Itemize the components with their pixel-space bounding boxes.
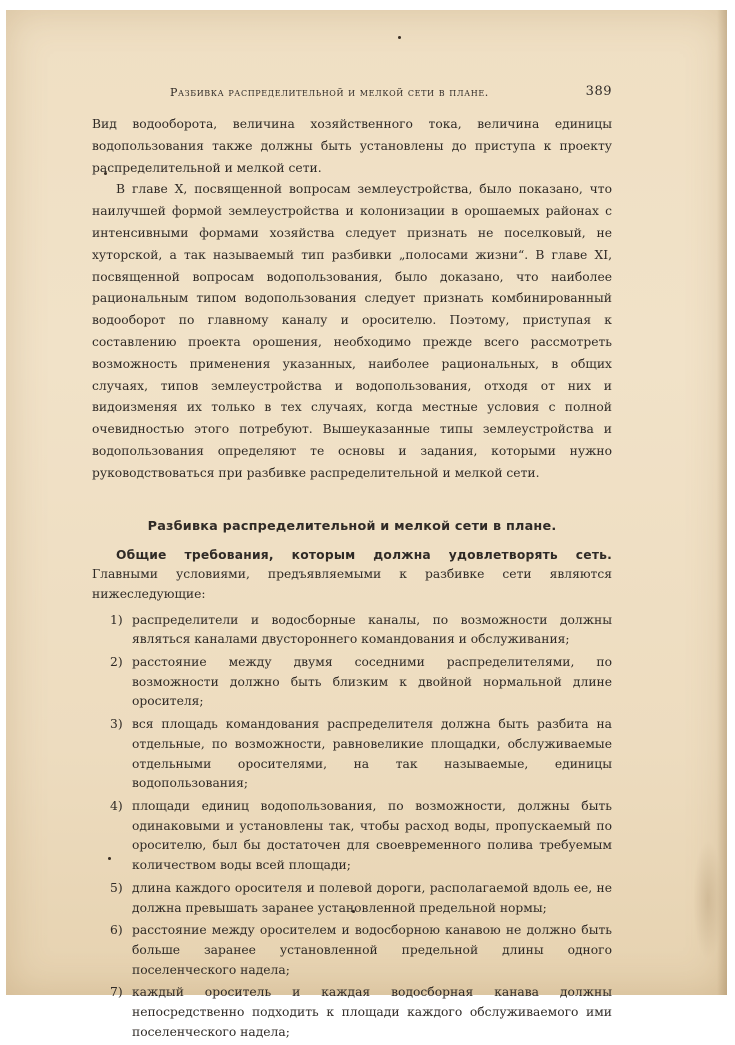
list-item-text: каждый ороситель и каждая водосборная канава должны непосредственно подходить к площади каждого обслуживаемого ими поселенческого надела;: [132, 985, 612, 1039]
list-item: [92, 921, 612, 980]
list-item: [92, 653, 612, 712]
list-item: [92, 611, 612, 650]
ink-speck: [398, 36, 401, 39]
list-item-text: распределители и водосборные каналы, по возможности должны являться каналами двустороннего командования и обслуживания;: [132, 612, 612, 647]
list-item: [92, 983, 612, 1042]
list-item-number: 1): [110, 612, 123, 627]
requirements-list: [92, 611, 612, 1043]
paper-stain: [693, 840, 723, 960]
list-item-text: вся площадь командования распределителя должна быть разбита на отдельные, по возможности, равновеликие площадки, обслуживаемые отдельными оросителями, на так называемые, единицы водопользования;: [132, 717, 612, 791]
body-text: [92, 114, 612, 485]
running-title: Разбивка распределительной и мелкой сети в плане.: [170, 86, 489, 99]
list-item-text: площади единиц водопользования, по возможности, должны быть одинаковыми и установлены так, чтобы расход воды, пропускаемый по оросителю, был бы достаточен для своевременного полива требуемым количеством воды всей площади;: [132, 798, 612, 873]
list-item: [92, 797, 612, 876]
running-header: [92, 80, 612, 102]
page-number: 389: [585, 84, 612, 99]
list-item-number: 4): [110, 798, 123, 813]
list-item-text: расстояние между оросителем и водосборною канавою не должно быть больше заранее установленной предельной длины одного поселенческого надела;: [132, 923, 612, 977]
requirements-intro: [92, 546, 612, 605]
list-item-number: 7): [110, 985, 123, 1000]
requirements-lead: Общие требования, которым должна удовлетворять сеть.: [116, 547, 612, 562]
list-item-number: 6): [110, 923, 123, 938]
list-item: [92, 879, 612, 918]
paragraph-continuation: Вид водооборота, величина хозяйственного тока, величина единицы водопользования также должны быть установлены до приступа к проекту распределительной и мелкой сети.: [92, 117, 612, 175]
list-item-text: длина каждого оросителя и полевой дороги, располагаемой вдоль ее, не должна превышать заранее установленной предельной нормы;: [132, 880, 612, 915]
list-item-number: 3): [110, 717, 123, 732]
list-item-number: 2): [110, 655, 123, 670]
section-heading: Разбивка распределительной и мелкой сети в плане.: [147, 518, 557, 534]
list-item-text: расстояние между двумя соседними распределителями, по возможности должно быть близким к двойной нормальной длине оросителя;: [132, 655, 612, 709]
paragraph-main: В главе X, посвященной вопросам землеустройства, было показано, что наилучшей формой землеустройства и колонизации в орошаемых районах с интенсивными формами хозяйства следует признать не поселковый, не хуторской, а так называемый тип разбивки „полосами жизни“. В главе XI, посвященной вопросам водопользования, было доказано, что наиболее рациональным типом водопользования следует признать комбинированный водооборот по главному каналу и оросителю. Поэтому, приступая к составлению проекта орошения, необходимо прежде всего рассмотреть возможность применения указанных, наиболее рациональных, в общих случаях, типов землеустройства и водопользования, отходя от них и видоизменяя их только в тех случаях, когда местные условия с полной очевидностью этого потребуют. Вышеуказанные типы землеустройства и водопользования определяют те основы и задания, которыми нужно руководствоваться при разбивке распределительной и мелкой сети.: [92, 182, 612, 480]
list-item-number: 5): [110, 880, 123, 895]
page-content: [92, 80, 612, 1045]
requirements-intro-text: Главными условиями, предъявляемыми к разбивке сети являются нижеследующие:: [92, 567, 612, 601]
list-item: [92, 715, 612, 794]
requirements-block: [92, 546, 612, 1043]
